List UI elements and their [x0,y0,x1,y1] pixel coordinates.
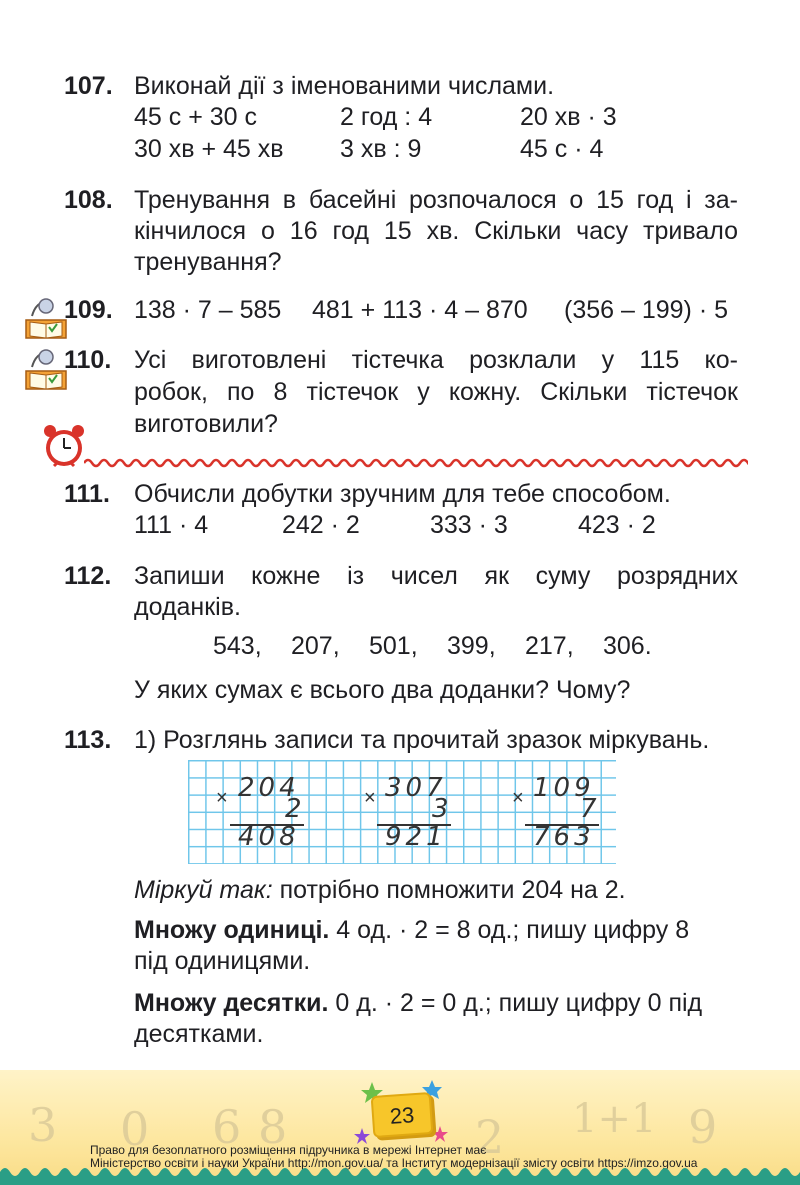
task-108-line: Тренування в басейні розпочалося о 15 год і за- [134,186,738,214]
task-112-number-item: 207, [291,632,340,660]
example-multiplier: 2 [285,794,306,824]
page-footer: 3 0 6 8 2 1+1 9 [0,1070,800,1185]
task-110-line: виготовили? [134,410,278,438]
example-top-number: 307 [385,773,447,803]
task-113-number: 113. [64,726,112,754]
task-109-expr: 481 + 113 · 4 – 870 [312,296,528,324]
reasoning-intro [134,874,626,906]
task-113-title: 1) Розглянь записи та прочитай зразок міркувань. [134,726,710,754]
task-112-number: 112. [64,562,112,590]
example-multiplier: 3 [432,794,453,824]
task-111-expr: 242 · 2 [282,511,360,539]
step-units-text: 4 од. · 2 = 8 од.; пишу цифру 8 [329,916,690,944]
task-112-number-item: 217, [525,632,574,660]
task-108-line: кінчилося о 16 год 15 хв. Скільки часу тривало [134,217,738,245]
task-111-expr: 111 · 4 [134,511,209,539]
task-111-number: 111. [64,480,110,508]
bottom-wave [0,1162,800,1185]
footer-rights-line: Міністерство освіти і науки України http://mon.gov.ua/ та Інститут модернізації змісту освіти https://imzo.gov.ua [90,1156,698,1170]
step-units-text-cont: під одиницями. [134,947,311,975]
task-110-number: 110. [64,346,112,374]
task-111-expr: 333 · 3 [430,511,508,539]
task-112-question: У яких сумах є всього два доданки? Чому? [134,676,631,704]
example-result: 763 [533,822,595,852]
lamp-book-icon [22,345,70,393]
lamp-book-icon [22,294,70,342]
example-result: 408 [238,822,300,852]
task-107-expr: 45 с + 30 с [134,103,257,131]
reasoning-step-units [134,914,689,946]
task-112-line: доданків. [134,593,241,621]
task-109-expr: (356 – 199) · 5 [564,296,728,324]
multiply-sign: × [364,787,376,809]
footer-rights-line: Право для безоплатного розміщення підручника в мережі Інтернет має [90,1143,487,1157]
task-107-title: Виконай дії з іменованими числами. [134,72,555,100]
task-109-number: 109. [64,296,113,324]
reasoning-step-tens [134,987,702,1019]
task-107-expr: 45 с · 4 [520,135,604,163]
page-number: 23 [371,1092,434,1138]
task-110-line: Усі виготовлені тістечка розклали у 115 ко- [134,346,738,374]
example-top-number: 204 [238,773,300,803]
task-107-expr: 30 хв + 45 хв [134,135,284,163]
step-tens-text-cont: десятками. [134,1020,264,1048]
reasoning-label: Міркуй так: [134,876,273,904]
task-107-expr: 20 хв · 3 [520,103,617,131]
step-tens-heading: Множу десятки. [134,989,329,1017]
task-112-number-item: 399, [447,632,496,660]
step-tens-text: 0 д. · 2 = 0 д.; пишу цифру 0 під [328,989,703,1017]
task-107-expr: 2 год : 4 [340,103,433,131]
example-top-number: 109 [533,773,595,803]
task-108-number: 108. [64,186,113,214]
wavy-divider [84,455,748,471]
step-units-heading: Множу одиниці. [134,916,330,944]
example-multiplier: 7 [580,794,601,824]
task-111-title: Обчисли добутки зручним для тебе способом. [134,480,671,508]
multiply-sign: × [216,787,228,809]
task-112-number-item: 501, [369,632,418,660]
task-110-line: робок, по 8 тістечок у кожну. Скільки тістечок [134,378,738,406]
task-107-expr: 3 хв : 9 [340,135,422,163]
task-112-number-item: 306. [603,632,652,660]
task-111-expr: 423 · 2 [578,511,656,539]
example-result: 921 [385,822,447,852]
task-107-number: 107. [64,72,113,100]
alarm-clock-icon [40,422,88,470]
task-112-number-item: 543, [213,632,262,660]
task-109-expr: 138 · 7 – 585 [134,296,282,324]
multiply-sign: × [512,787,524,809]
task-112-line: Запиши кожне із чисел як суму розрядних [134,562,738,590]
reasoning-text: потрібно помножити 204 на 2. [272,876,626,904]
task-108-line: тренування? [134,248,282,276]
